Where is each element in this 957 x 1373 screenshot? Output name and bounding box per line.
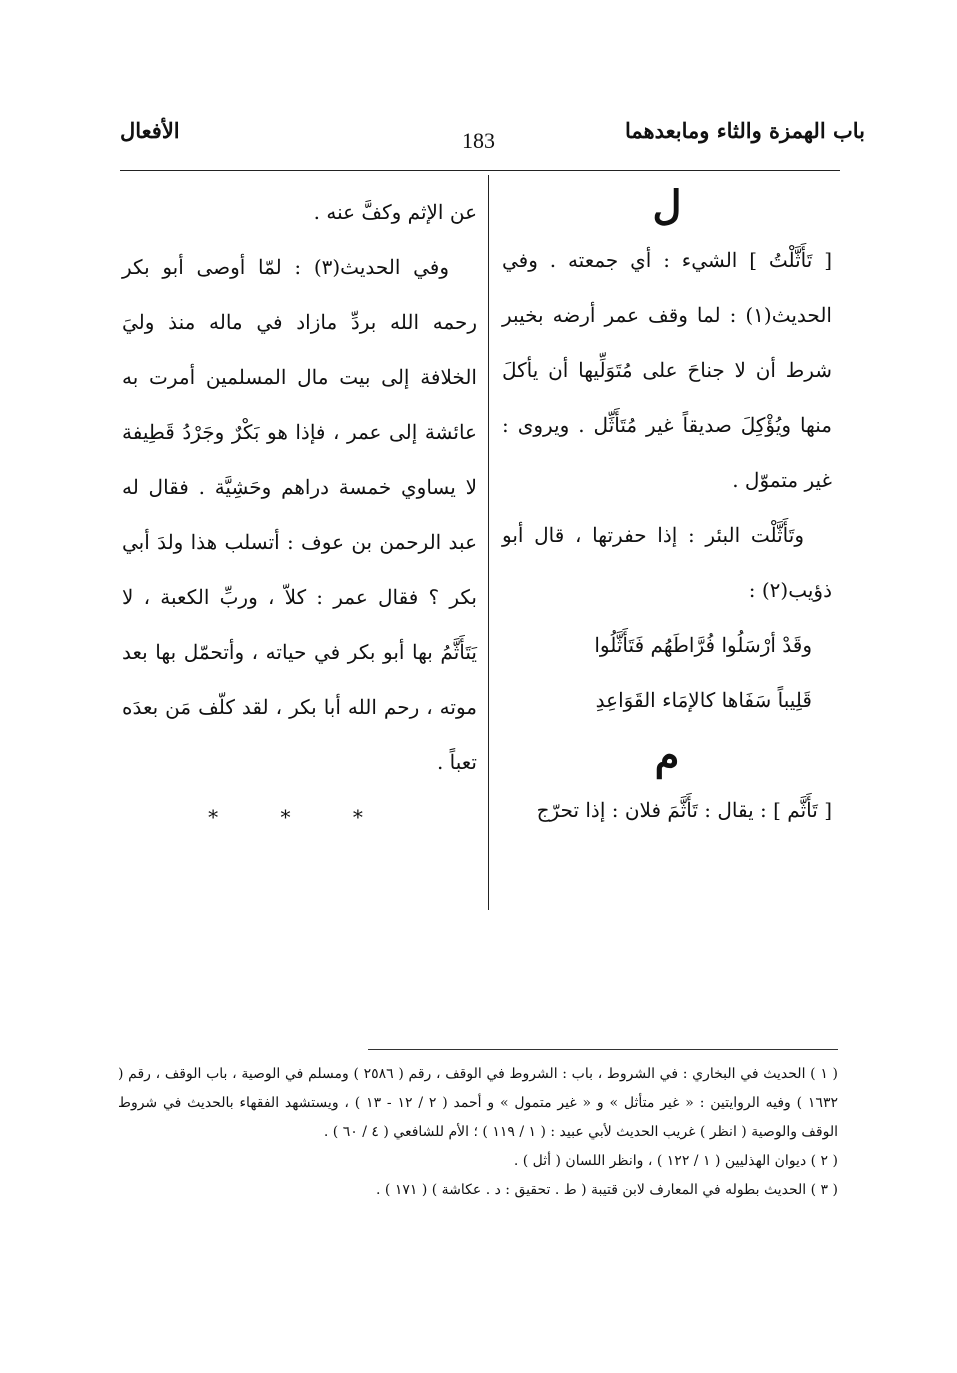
- footnote-1: ( ١ ) الحديث في البخاري : في الشروط ، باب : الشروط في الوقف ، رقم ( ٢٥٨٦ ) ومسلم في الوصية ، باب الوقف ، رقم ( ١٦٣٢ ) وفيه الروايتين : « غير متأثل » و « غير متمول » و أحمد ( ٢ / ١٢ - ١٣ ) ، ويستشهد الفقهاء بالحديث في شروط الوقف والوصية ( انظر ) غريب الحديث لأبي عبيد : ( ١ / ١١٩ ) ؛ الأم للشافعي ( ٤ / ٦٠ ) .: [118, 1066, 838, 1140]
- right-column: [502, 178, 832, 838]
- entry-ta-aththam: [ تَأَثَّم ] : يقال : تَأَثَّمَ فلان : إذا تحرّج: [536, 798, 832, 822]
- continuation-text: عن الإثم وكفَّ عنه .: [313, 200, 477, 224]
- column-divider: [488, 175, 489, 910]
- left-column: [122, 185, 477, 845]
- footnotes: [118, 1060, 838, 1205]
- footnote-rule: [368, 1049, 838, 1050]
- header-rule: [120, 170, 840, 171]
- footnote-2: ( ٢ ) ديوان الهذليين ( ١ / ١٢٢ ) ، وانظر اللسان ( أثل ) .: [513, 1153, 838, 1169]
- section-title: الأفعال: [120, 118, 180, 143]
- verse-line-2: قَلِيباً سَفَاها كالإمَاء القَوَاعِدِ: [595, 688, 812, 712]
- page-number: 183: [462, 128, 495, 153]
- letter-heading-mim: م: [654, 732, 680, 779]
- letter-heading-lam: ل: [652, 182, 682, 229]
- section-end-stars: * * *: [208, 805, 391, 829]
- entry-well: وتَأَثَّلْت البئر : إذا حفرتها ، قال أبو ذؤيب(٢) :: [502, 523, 832, 602]
- hadith-paragraph: وفي الحديث(٣) : لمّا أوصى أبو بكر رحمه الله بردِّ مازاد في ماله منذ وليَ الخلافة إلى بيت مال المسلمين أمرت به عائشة إلى عمر ، فإذا هو بَكْرٌ وجَرْدُ قَطِيفة لا يساوي خمسة دراهم وحَشِيَّة . فقال له عبد الرحمن بن عوف : أتسلب هذا ولدَ أبي بكر ؟ فقال عمر : كلاّ ، وربِّ الكعبة ، لا يَتَأَثَّمُ بها أبو بكر في حياته ، وأتحمّل بها بعد موته ، رحم الله أبا بكر ، لقد كلّف مَن بعدَه تعباً .: [122, 255, 477, 774]
- verse-line-1: وقَدْ أرْسَلُوا فُرَّاطَهُم فَتَأَثَّلُوا: [594, 633, 812, 657]
- footnote-3: ( ٣ ) الحديث بطوله في المعارف لابن قتيبة ( ط . تحقيق : د . عكاشة ) ( ١٧١ ) .: [376, 1182, 838, 1198]
- chapter-title: باب الهمزة والثاء ومابعدهما: [625, 118, 865, 143]
- entry-ta-aththaltu: [ تَأَثَّلْتُ ] الشيء : أي جمعته . وفي الحديث(١) : لما وقف عمر أرضه بخيبر شرط أن لا جناحَ على مُتَوَلِّيها أن يأكلَ منها ويُؤْكِلَ صديقاً غير مُتَأَثِّل . ويروى : غير متموّل .: [502, 248, 832, 492]
